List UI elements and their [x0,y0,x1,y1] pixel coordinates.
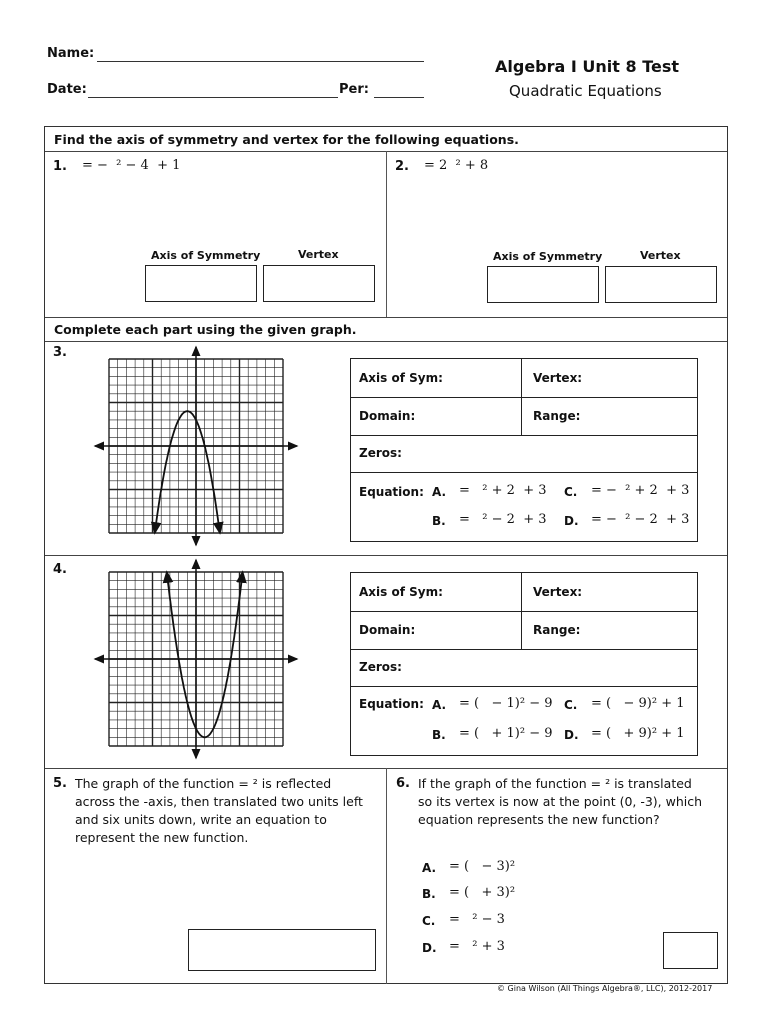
q2-number: 2. [395,159,409,174]
q6-choice-c-letter[interactable]: C. [422,914,436,928]
q4-choice-b-equation: = ( + 1)² − 9 [459,726,553,741]
section1-heading: Find the axis of symmetry and vertex for the following equations. [54,132,519,147]
section2-heading: Complete each part using the given graph. [54,322,357,337]
q3-graph [90,340,310,555]
q6-choice-b-equation: = ( + 3)² [449,885,516,900]
q6-number: 6. [396,776,410,791]
q2-vertex-answer-box[interactable] [605,266,717,303]
parabola-arrow [155,523,156,533]
date-label: Date: [47,82,87,97]
q3-choice-c-letter[interactable]: C. [564,485,578,499]
q5-line: across the -axis, then translated two units left [75,794,363,809]
q3-choice-a-equation: = ² + 2 + 3 [459,483,547,498]
q4-axis-label: Axis of Sym: [359,585,443,599]
q2-aos-answer-box[interactable] [487,266,599,303]
date-field[interactable] [88,84,338,98]
q2-aos-label: Axis of Symmetry [493,250,603,263]
q4-choice-a-letter[interactable]: A. [432,698,447,712]
q6-choice-d-letter[interactable]: D. [422,941,437,955]
q6-choice-b-letter[interactable]: B. [422,887,436,901]
q6-choice-a-equation: = ( − 3)² [449,859,516,874]
q3-zeros-label: Zeros: [359,446,402,460]
q5-line: represent the new function. [75,830,249,845]
q5-line: and six units down, write an equation to [75,812,327,827]
q3-equation-label: Equation: [359,485,424,499]
q3-number: 3. [53,345,67,360]
q6-answer-box[interactable] [663,932,718,969]
q6-choice-a-letter[interactable]: A. [422,861,437,875]
q6-line: so its vertex is now at the point (0, -3), which [418,794,703,809]
q4-graph [90,553,310,768]
q6-prompt [418,775,702,829]
q5-prompt [75,775,363,847]
q6-choice-d-equation: = ² + 3 [449,939,505,954]
page-subtitle: Quadratic Equations [509,82,662,100]
q4-domain-label: Domain: [359,623,416,637]
q3-choice-d-equation: = − ² − 2 + 3 [591,512,690,527]
per-field[interactable] [374,84,424,98]
q6-line: If the graph of the function = ² is translated [418,776,692,791]
page-title: Algebra I Unit 8 Test [495,57,680,76]
q4-vertex-label: Vertex: [533,585,583,599]
name-label: Name: [47,46,95,61]
q2-vertex-label: Vertex [640,249,681,262]
q6-choice-c-equation: = ² − 3 [449,912,505,927]
q1-vertex-answer-box[interactable] [263,265,375,302]
q4-zeros-label: Zeros: [359,660,402,674]
name-field[interactable] [97,48,424,62]
copyright-footer: © Gina Wilson (All Things Algebra®, LLC), 2012-2017 [497,984,713,993]
q4-choice-c-equation: = ( − 9)² + 1 [591,696,685,711]
q4-choice-b-letter[interactable]: B. [432,728,446,742]
q4-choice-d-equation: = ( + 9)² + 1 [591,726,685,741]
q1-equation: = − ² − 4 + 1 [82,158,181,173]
q1-vertex-label: Vertex [298,248,339,261]
per-label: Per: [339,82,369,97]
q3-domain-label: Domain: [359,409,416,423]
q5-answer-box[interactable] [188,929,376,971]
q3-choice-c-equation: = − ² + 2 + 3 [591,483,690,498]
q4-equation-label: Equation: [359,697,424,711]
q3-choice-d-letter[interactable]: D. [564,514,579,528]
q4-choice-c-letter[interactable]: C. [564,698,578,712]
q3-range-label: Range: [533,409,581,423]
q6-line: equation represents the new function? [418,812,660,827]
q1-number: 1. [53,159,67,174]
q3-choice-b-equation: = ² − 2 + 3 [459,512,547,527]
q4-choice-d-letter[interactable]: D. [564,728,579,742]
q5-number: 5. [53,776,67,791]
q3-choice-b-letter[interactable]: B. [432,514,446,528]
q4-number: 4. [53,562,67,577]
q3-choice-a-letter[interactable]: A. [432,485,447,499]
q3-vertex-label: Vertex: [533,371,583,385]
q4-range-label: Range: [533,623,581,637]
q4-choice-a-equation: = ( − 1)² − 9 [459,696,553,711]
q1-aos-label: Axis of Symmetry [151,249,261,262]
q5-line: The graph of the function = ² is reflected [75,776,332,791]
q2-equation: = 2 ² + 8 [424,158,489,173]
q1-aos-answer-box[interactable] [145,265,257,302]
q3-axis-label: Axis of Sym: [359,371,443,385]
